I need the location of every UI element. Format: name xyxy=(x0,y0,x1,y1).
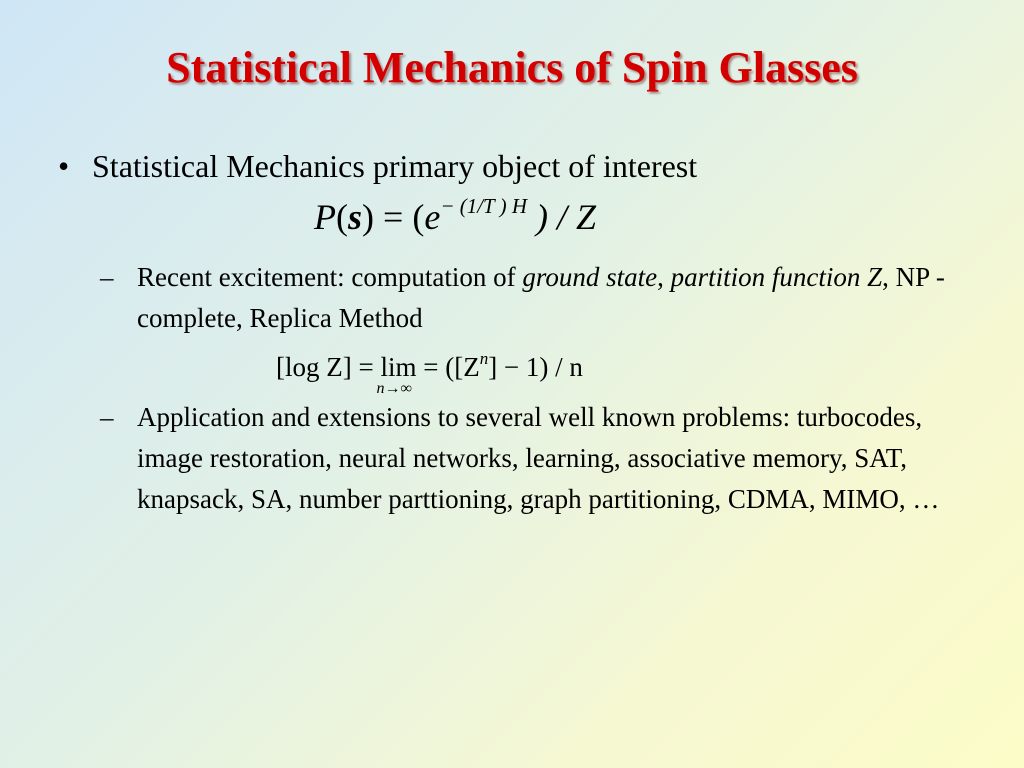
boltzmann-equation xyxy=(314,196,596,238)
eq2-lim xyxy=(376,352,417,397)
eq1-rest: ) / Z xyxy=(527,197,597,237)
eq2-superscript: n xyxy=(479,349,489,368)
eq2-lim-subscript: n→∞ xyxy=(376,380,412,397)
eq1-lhs-close: ) xyxy=(362,197,375,237)
sub-bullet-text xyxy=(137,257,990,339)
eq1-base-open: ( xyxy=(412,197,425,237)
eq2-part3: ] − 1) / n xyxy=(488,352,583,382)
sub-bullet-dash: – xyxy=(100,262,114,292)
eq1-lhs-symbol: P xyxy=(314,197,336,237)
bullet-marker: • xyxy=(58,148,70,184)
text-run: , xyxy=(657,262,671,292)
eq1-lhs-open: ( xyxy=(336,197,348,237)
eq1-lhs-arg: s xyxy=(348,197,363,237)
eq1-exponent: − (1/T ) H xyxy=(440,194,528,218)
eq2-part1: [log Z] = xyxy=(276,352,381,382)
italic-run: ground state xyxy=(522,262,658,292)
bullet-item xyxy=(58,148,697,185)
sub-bullet-text: Application and extensions to several well known problems: turbocodes, image restoration, neural networks, learning, associative memory, SAT, knapsack, SA, number parttioning, graph partitioning, CDMA, MIMO, … xyxy=(137,402,940,514)
sub-bullet-applications xyxy=(100,397,990,520)
sub-bullet-replica xyxy=(100,257,990,339)
italic-run: partition function Z xyxy=(670,262,883,292)
text-run: Recent excitement: computation of xyxy=(137,262,523,292)
slide-title: Statistical Mechanics of Spin Glasses xyxy=(166,43,858,92)
sub-bullet-dash: – xyxy=(100,402,114,432)
bullet-text: Statistical Mechanics primary object of interest xyxy=(92,148,698,184)
replica-equation xyxy=(276,349,583,397)
text-run: , NP - complete, Replica Method xyxy=(137,262,945,333)
eq2-part2: = ([Z xyxy=(416,352,480,382)
eq1-equals: = xyxy=(374,197,413,237)
eq1-base: e xyxy=(424,197,441,237)
eq2-lim-word: lim xyxy=(380,352,417,382)
